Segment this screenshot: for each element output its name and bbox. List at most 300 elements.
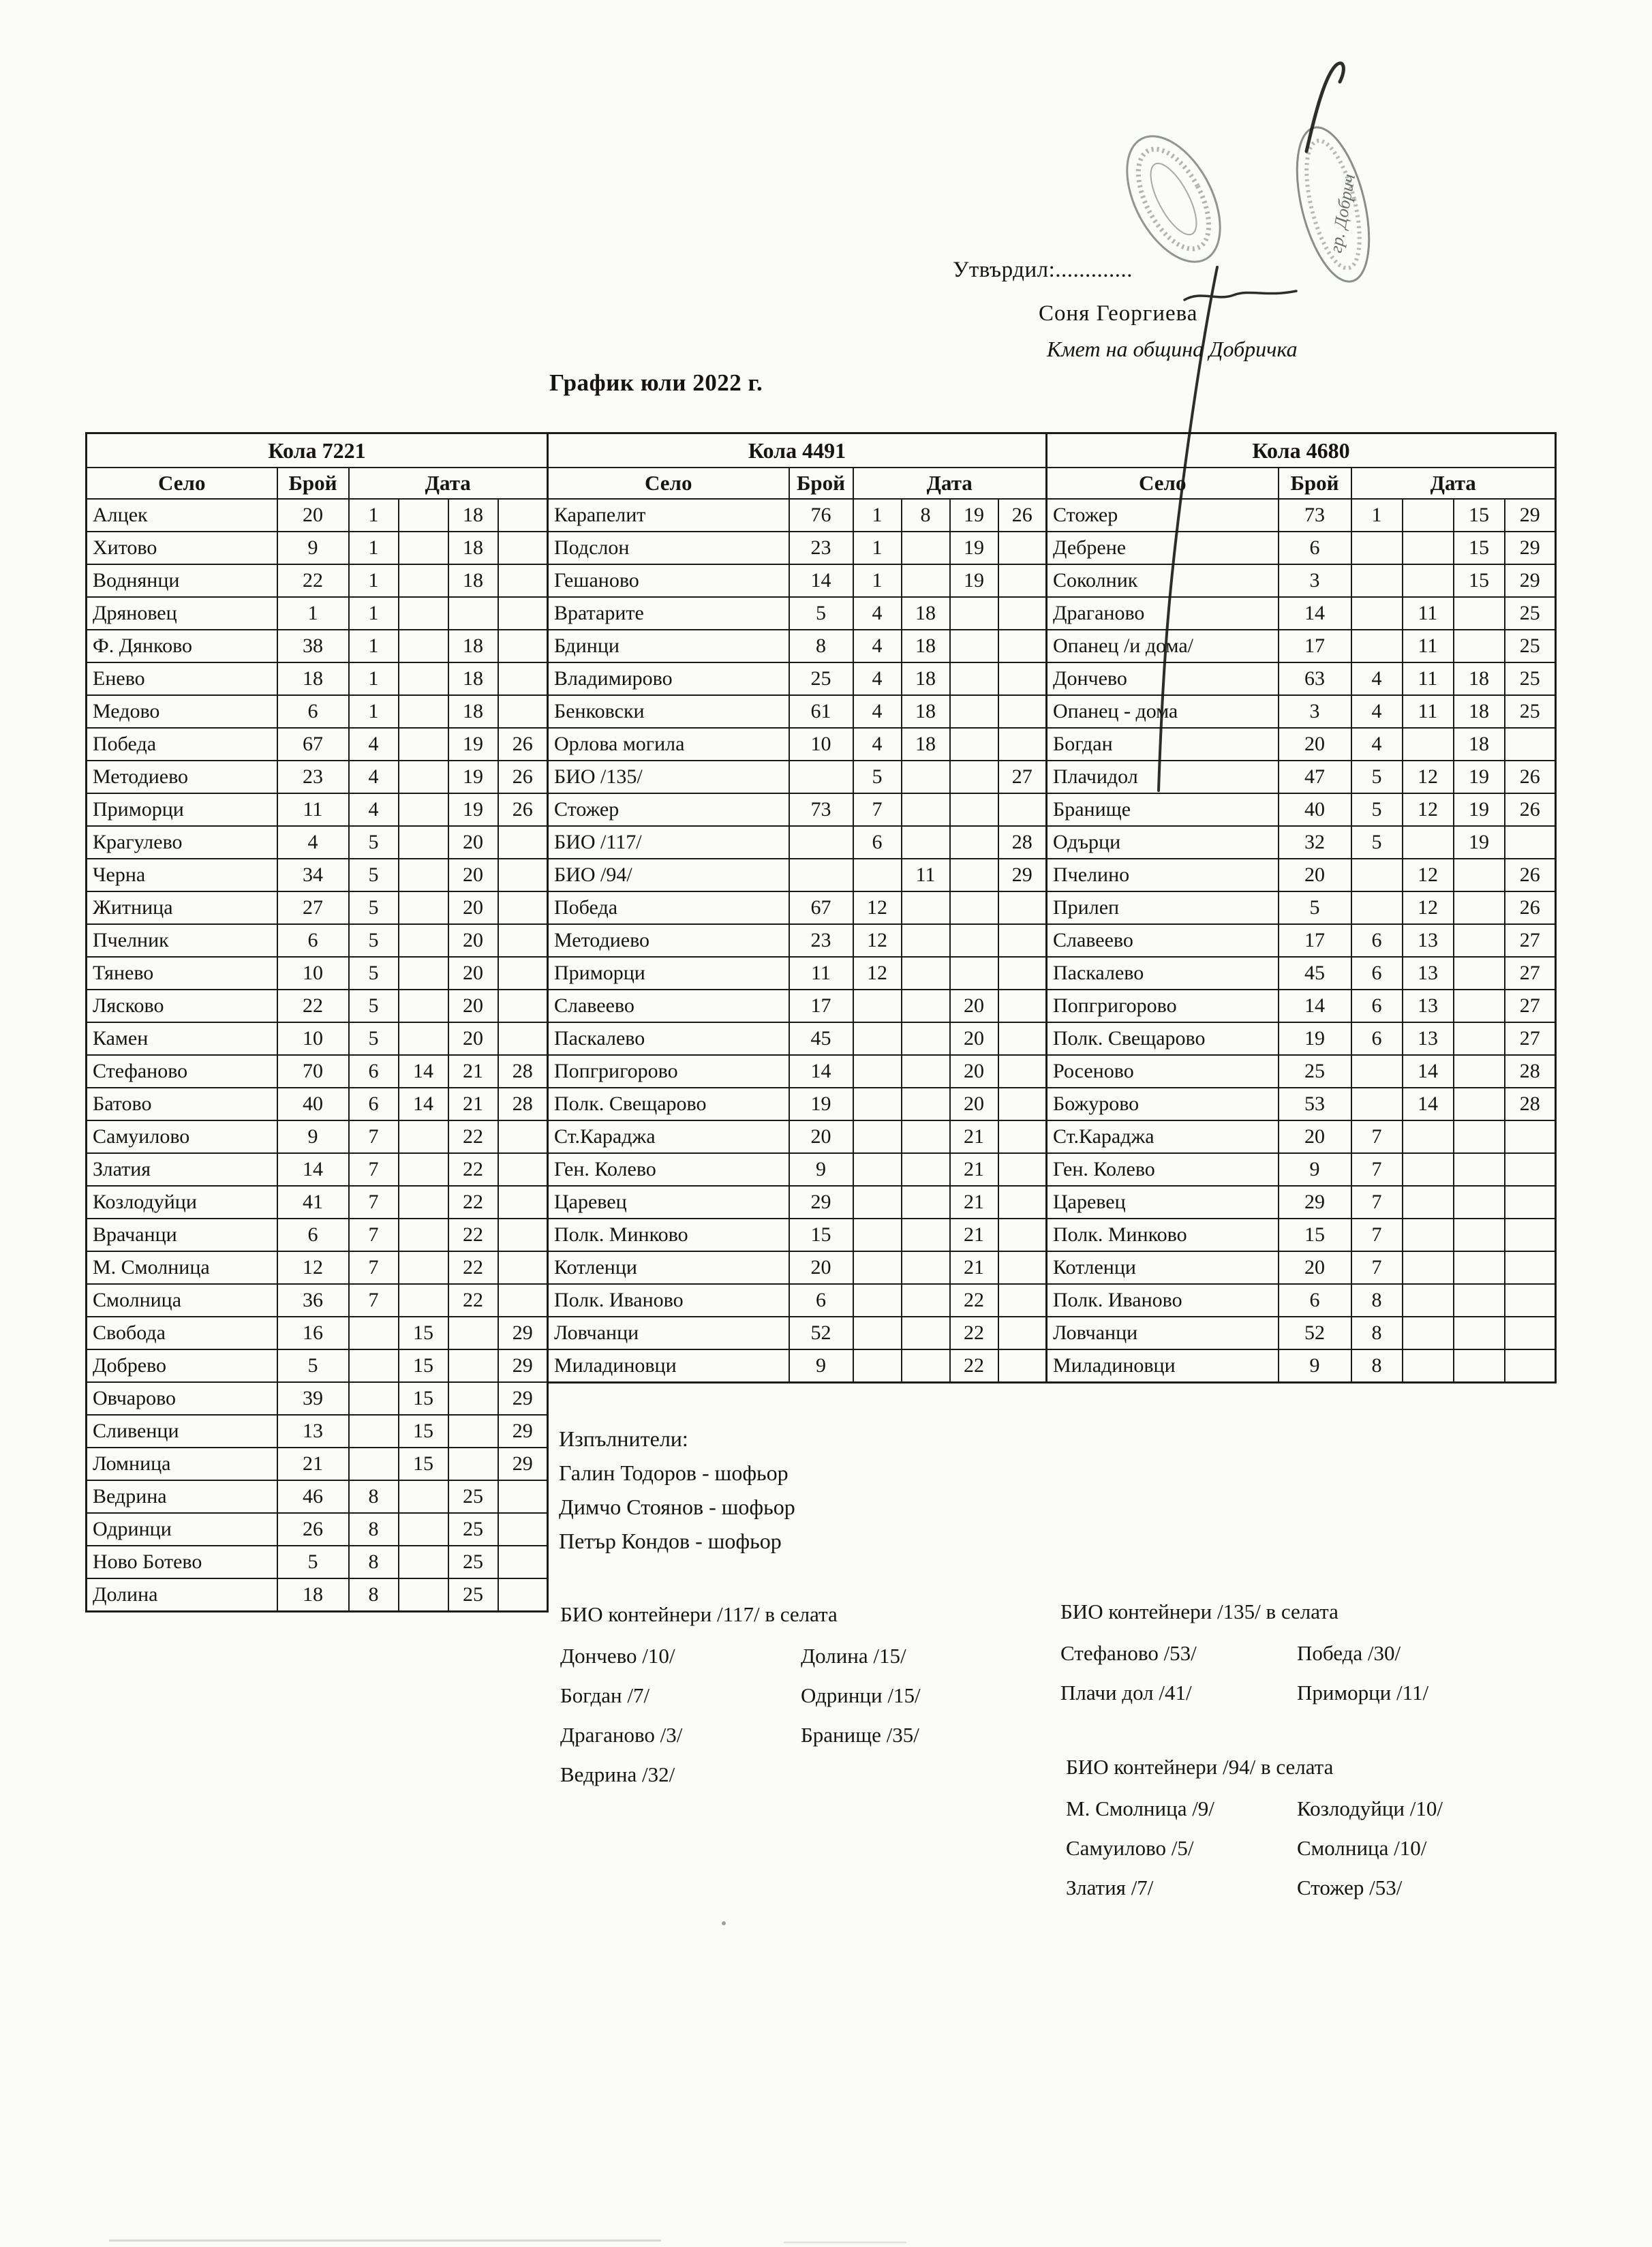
date-cell (902, 793, 950, 826)
date-cell (1403, 728, 1454, 761)
date-cell (853, 1219, 902, 1251)
date-cell (399, 1120, 448, 1153)
date-cell: 18 (448, 630, 498, 662)
village-cell: Черна (87, 859, 277, 891)
col-header-count: Брой (1279, 468, 1351, 499)
date-cell: 20 (448, 957, 498, 990)
date-cell (1505, 1186, 1556, 1219)
village-cell: Одринци (87, 1513, 277, 1546)
village-cell: Алцек (87, 499, 277, 532)
table-row (1047, 859, 1556, 891)
table-row (548, 1219, 1047, 1251)
date-cell: 13 (1403, 990, 1454, 1022)
date-cell (853, 1088, 902, 1120)
count-cell: 1 (277, 597, 349, 630)
table-row (548, 859, 1047, 891)
count-cell: 34 (277, 859, 349, 891)
village-cell: Полк. Иваново (1047, 1284, 1279, 1317)
date-cell: 7 (349, 1153, 399, 1186)
date-cell: 14 (399, 1088, 448, 1120)
count-cell: 9 (1279, 1349, 1351, 1383)
date-cell: 19 (950, 499, 998, 532)
count-cell: 9 (277, 532, 349, 564)
date-cell (998, 1284, 1047, 1317)
village-cell: Приморци (548, 957, 789, 990)
date-cell (399, 695, 448, 728)
count-cell: 11 (789, 957, 853, 990)
table-row (1047, 891, 1556, 924)
village-cell: Полк. Иваново (548, 1284, 789, 1317)
count-cell: 40 (277, 1088, 349, 1120)
executors-section (559, 1422, 795, 1558)
date-cell: 26 (498, 728, 548, 761)
table-row (548, 597, 1047, 630)
date-cell: 12 (853, 924, 902, 957)
table-row (1047, 728, 1556, 761)
date-cell (498, 1251, 548, 1284)
date-cell (399, 793, 448, 826)
date-cell: 27 (1505, 1022, 1556, 1055)
count-cell: 6 (277, 1219, 349, 1251)
count-cell: 23 (789, 532, 853, 564)
date-cell (498, 1153, 548, 1186)
date-cell: 12 (1403, 859, 1454, 891)
count-cell: 13 (277, 1415, 349, 1448)
date-cell: 29 (498, 1349, 548, 1382)
table-row (87, 695, 548, 728)
date-cell: 6 (1351, 1022, 1403, 1055)
date-cell: 5 (349, 957, 399, 990)
date-cell (349, 1317, 399, 1349)
date-cell: 27 (998, 761, 1047, 793)
date-cell: 7 (853, 793, 902, 826)
date-cell (853, 1186, 902, 1219)
executor-name: Димчо Стоянов - шофьор (559, 1495, 795, 1519)
count-cell: 22 (277, 990, 349, 1022)
date-cell (1403, 1349, 1454, 1383)
date-cell: 25 (448, 1578, 498, 1612)
col-header-date: Дата (1351, 468, 1556, 499)
village-cell: Ловчанци (548, 1317, 789, 1349)
village-cell: Полк. Свещарово (1047, 1022, 1279, 1055)
count-cell: 70 (277, 1055, 349, 1088)
approver-job-title: Кмет на община Добричка (1047, 337, 1298, 361)
table-row (87, 1284, 548, 1317)
village-cell: Полк. Минково (1047, 1219, 1279, 1251)
date-cell: 8 (349, 1480, 399, 1513)
date-cell (998, 1219, 1047, 1251)
date-cell: 29 (498, 1382, 548, 1415)
date-cell: 5 (349, 859, 399, 891)
date-cell: 18 (448, 499, 498, 532)
date-cell: 18 (448, 662, 498, 695)
date-cell: 7 (1351, 1153, 1403, 1186)
table-row (1047, 990, 1556, 1022)
date-cell (902, 1251, 950, 1284)
date-cell (1454, 597, 1505, 630)
count-cell: 14 (789, 564, 853, 597)
bio-item: Стефаново /53/ (1060, 1641, 1197, 1665)
village-cell: Воднянци (87, 564, 277, 597)
date-cell (399, 1284, 448, 1317)
date-cell: 6 (349, 1088, 399, 1120)
table-row (1047, 826, 1556, 859)
table-row (1047, 532, 1556, 564)
table-row (548, 1120, 1047, 1153)
date-cell (853, 1022, 902, 1055)
table-row (548, 761, 1047, 793)
village-cell: Бдинци (548, 630, 789, 662)
date-cell: 6 (1351, 990, 1403, 1022)
date-cell (998, 1120, 1047, 1153)
date-cell (1454, 1022, 1505, 1055)
village-cell: Полк. Свещарово (548, 1088, 789, 1120)
table-car-title: Кола 4680 (1047, 433, 1556, 468)
table-row (1047, 1153, 1556, 1186)
count-cell: 22 (277, 564, 349, 597)
count-cell (789, 761, 853, 793)
village-cell: Соколник (1047, 564, 1279, 597)
count-cell: 6 (1279, 532, 1351, 564)
village-cell: Врачанци (87, 1219, 277, 1251)
bio-item: Козлодуйци /10/ (1297, 1797, 1443, 1820)
date-cell: 5 (1351, 826, 1403, 859)
date-cell: 29 (1505, 499, 1556, 532)
date-cell (998, 662, 1047, 695)
date-cell (998, 630, 1047, 662)
date-cell: 20 (448, 826, 498, 859)
table-row (1047, 1088, 1556, 1120)
count-cell: 36 (277, 1284, 349, 1317)
table-row (87, 597, 548, 630)
table-row (1047, 1022, 1556, 1055)
table-row (548, 695, 1047, 728)
table-row (1047, 761, 1556, 793)
date-cell: 15 (1454, 532, 1505, 564)
date-cell (950, 859, 998, 891)
date-cell (1454, 924, 1505, 957)
date-cell (399, 728, 448, 761)
table-row (87, 1382, 548, 1415)
village-cell: Ловчанци (1047, 1317, 1279, 1349)
table-row (87, 630, 548, 662)
date-cell: 20 (448, 990, 498, 1022)
date-cell (1351, 532, 1403, 564)
table-row (1047, 957, 1556, 990)
date-cell: 15 (399, 1317, 448, 1349)
date-cell: 1 (853, 532, 902, 564)
count-cell: 16 (277, 1317, 349, 1349)
date-cell: 18 (1454, 695, 1505, 728)
date-cell (1351, 564, 1403, 597)
date-cell: 7 (349, 1284, 399, 1317)
date-cell (1351, 1088, 1403, 1120)
table-row (87, 1055, 548, 1088)
count-cell: 20 (1279, 1120, 1351, 1153)
date-cell (902, 1153, 950, 1186)
table-row (87, 826, 548, 859)
date-cell: 19 (1454, 761, 1505, 793)
table-row (87, 1349, 548, 1382)
village-cell: Опанец /и дома/ (1047, 630, 1279, 662)
date-cell: 5 (349, 924, 399, 957)
count-cell: 73 (789, 793, 853, 826)
table-row (87, 1022, 548, 1055)
date-cell: 19 (950, 532, 998, 564)
date-cell (1403, 1120, 1454, 1153)
date-cell: 4 (349, 728, 399, 761)
date-cell: 15 (399, 1415, 448, 1448)
village-cell: Царевец (1047, 1186, 1279, 1219)
date-cell: 5 (853, 761, 902, 793)
executors-title: Изпълнители: (559, 1426, 688, 1451)
date-cell (853, 1284, 902, 1317)
date-cell (950, 695, 998, 728)
table-row (87, 1120, 548, 1153)
col-header-date: Дата (853, 468, 1047, 499)
date-cell: 4 (853, 728, 902, 761)
table-row (87, 1153, 548, 1186)
date-cell: 21 (448, 1055, 498, 1088)
date-cell: 18 (902, 695, 950, 728)
bio-title: БИО контейнери /117/ в селата (560, 1602, 838, 1626)
count-cell: 27 (277, 891, 349, 924)
count-cell: 14 (1279, 597, 1351, 630)
count-cell: 8 (789, 630, 853, 662)
village-cell: Одърци (1047, 826, 1279, 859)
bio-grid (1066, 1794, 1590, 1912)
bio-item: М. Смолница /9/ (1066, 1797, 1214, 1820)
date-cell (498, 1022, 548, 1055)
date-cell: 19 (950, 564, 998, 597)
count-cell: 6 (1279, 1284, 1351, 1317)
table-row (548, 891, 1047, 924)
table-row (87, 564, 548, 597)
village-cell: Полк. Минково (548, 1219, 789, 1251)
date-cell (498, 1219, 548, 1251)
count-cell: 25 (1279, 1055, 1351, 1088)
date-cell (998, 1153, 1047, 1186)
count-cell: 15 (789, 1219, 853, 1251)
bio-grid (1060, 1638, 1590, 1717)
date-cell (950, 826, 998, 859)
date-cell: 12 (853, 891, 902, 924)
count-cell: 19 (789, 1088, 853, 1120)
date-cell (1403, 564, 1454, 597)
date-cell (998, 990, 1047, 1022)
table-row (548, 1055, 1047, 1088)
date-cell: 20 (448, 1022, 498, 1055)
table-car-title: Кола 7221 (87, 433, 548, 468)
date-cell (448, 1415, 498, 1448)
date-cell (902, 957, 950, 990)
village-cell: Ломница (87, 1448, 277, 1480)
date-cell (1454, 957, 1505, 990)
date-cell (902, 1317, 950, 1349)
count-cell: 61 (789, 695, 853, 728)
date-cell (950, 891, 998, 924)
date-cell: 20 (950, 1088, 998, 1120)
date-cell: 29 (1505, 564, 1556, 597)
date-cell: 18 (448, 695, 498, 728)
date-cell: 20 (950, 990, 998, 1022)
date-cell (902, 564, 950, 597)
date-cell: 5 (349, 990, 399, 1022)
date-cell: 27 (1505, 924, 1556, 957)
date-cell (498, 1578, 548, 1612)
date-cell (1454, 1120, 1505, 1153)
date-cell: 28 (1505, 1088, 1556, 1120)
village-cell: Стефаново (87, 1055, 277, 1088)
village-cell: Бенковски (548, 695, 789, 728)
table-row (87, 761, 548, 793)
document-title: График юли 2022 г. (549, 369, 763, 396)
date-cell (448, 597, 498, 630)
date-cell: 22 (950, 1317, 998, 1349)
bio-item: Богдан /7/ (560, 1683, 650, 1707)
village-cell: Котленци (1047, 1251, 1279, 1284)
date-cell: 1 (1351, 499, 1403, 532)
date-cell: 12 (1403, 891, 1454, 924)
table-row (87, 1546, 548, 1578)
date-cell: 1 (349, 597, 399, 630)
date-cell (950, 793, 998, 826)
date-cell: 18 (448, 532, 498, 564)
date-cell: 25 (448, 1480, 498, 1513)
bio-containers-117-block (560, 1599, 1094, 1799)
date-cell (399, 1153, 448, 1186)
village-cell: Житница (87, 891, 277, 924)
date-cell: 21 (950, 1251, 998, 1284)
date-cell (498, 499, 548, 532)
date-cell (498, 564, 548, 597)
village-cell: Вратарите (548, 597, 789, 630)
date-cell (399, 630, 448, 662)
date-cell (1403, 1153, 1454, 1186)
bio-item: Златия /7/ (1066, 1876, 1154, 1899)
schedule-table (547, 432, 1047, 1384)
table-row (87, 1448, 548, 1480)
count-cell: 3 (1279, 695, 1351, 728)
date-cell (498, 924, 548, 957)
date-cell (1351, 630, 1403, 662)
count-cell: 9 (1279, 1153, 1351, 1186)
date-cell (1454, 1251, 1505, 1284)
table-row (548, 1251, 1047, 1284)
date-cell: 26 (1505, 761, 1556, 793)
date-cell (902, 1022, 950, 1055)
date-cell: 27 (1505, 957, 1556, 990)
table-row (548, 630, 1047, 662)
table-row (87, 532, 548, 564)
count-cell: 5 (277, 1349, 349, 1382)
date-cell (498, 826, 548, 859)
scan-noise (109, 1921, 906, 2244)
date-cell (998, 695, 1047, 728)
date-cell (998, 957, 1047, 990)
village-cell: Царевец (548, 1186, 789, 1219)
village-cell: Славеево (1047, 924, 1279, 957)
count-cell (789, 859, 853, 891)
signature-flourish-top (1306, 63, 1343, 151)
village-cell: Пчелник (87, 924, 277, 957)
village-cell: Бранище (1047, 793, 1279, 826)
count-cell: 20 (1279, 859, 1351, 891)
count-cell: 3 (1279, 564, 1351, 597)
date-cell (998, 1088, 1047, 1120)
table-row (1047, 1120, 1556, 1153)
date-cell: 22 (950, 1349, 998, 1383)
date-cell (498, 630, 548, 662)
stamp-city-text: гр. Добрич (1326, 172, 1360, 255)
count-cell: 14 (277, 1153, 349, 1186)
date-cell: 20 (950, 1022, 998, 1055)
table-row (1047, 1284, 1556, 1317)
village-cell: Хитово (87, 532, 277, 564)
date-cell: 7 (349, 1251, 399, 1284)
date-cell: 18 (902, 597, 950, 630)
date-cell: 15 (399, 1349, 448, 1382)
date-cell (399, 891, 448, 924)
date-cell: 13 (1403, 1022, 1454, 1055)
count-cell: 12 (277, 1251, 349, 1284)
date-cell (998, 1317, 1047, 1349)
bio-item: Долина /15/ (801, 1644, 906, 1668)
count-cell: 9 (277, 1120, 349, 1153)
table-row (1047, 630, 1556, 662)
date-cell: 21 (950, 1120, 998, 1153)
village-cell: Методиево (548, 924, 789, 957)
count-cell (789, 826, 853, 859)
date-cell (498, 1546, 548, 1578)
date-cell: 11 (1403, 662, 1454, 695)
date-cell (998, 1251, 1047, 1284)
bio-containers-94-block (1066, 1752, 1590, 1912)
village-cell: Ст.Караджа (1047, 1120, 1279, 1153)
count-cell: 20 (789, 1120, 853, 1153)
date-cell: 8 (349, 1546, 399, 1578)
village-cell: Енево (87, 662, 277, 695)
count-cell: 39 (277, 1382, 349, 1415)
table-row (1047, 1219, 1556, 1251)
village-cell: Сливенци (87, 1415, 277, 1448)
table-row (1047, 1251, 1556, 1284)
date-cell (1454, 1088, 1505, 1120)
date-cell (902, 532, 950, 564)
table-row (548, 1349, 1047, 1383)
date-cell (1505, 1317, 1556, 1349)
village-cell: Росеново (1047, 1055, 1279, 1088)
count-cell: 11 (277, 793, 349, 826)
date-cell: 29 (498, 1448, 548, 1480)
table-row (87, 1513, 548, 1546)
date-cell: 27 (1505, 990, 1556, 1022)
date-cell: 7 (1351, 1251, 1403, 1284)
count-cell: 5 (277, 1546, 349, 1578)
date-cell: 7 (349, 1219, 399, 1251)
date-cell (853, 1251, 902, 1284)
date-cell: 26 (998, 499, 1047, 532)
table-row (87, 957, 548, 990)
table-row (87, 793, 548, 826)
table-row (548, 1284, 1047, 1317)
date-cell: 1 (853, 564, 902, 597)
date-cell: 21 (950, 1219, 998, 1251)
bio-title: БИО контейнери /135/ в селата (1060, 1600, 1339, 1623)
date-cell (902, 1186, 950, 1219)
date-cell: 5 (1351, 761, 1403, 793)
date-cell (448, 1448, 498, 1480)
